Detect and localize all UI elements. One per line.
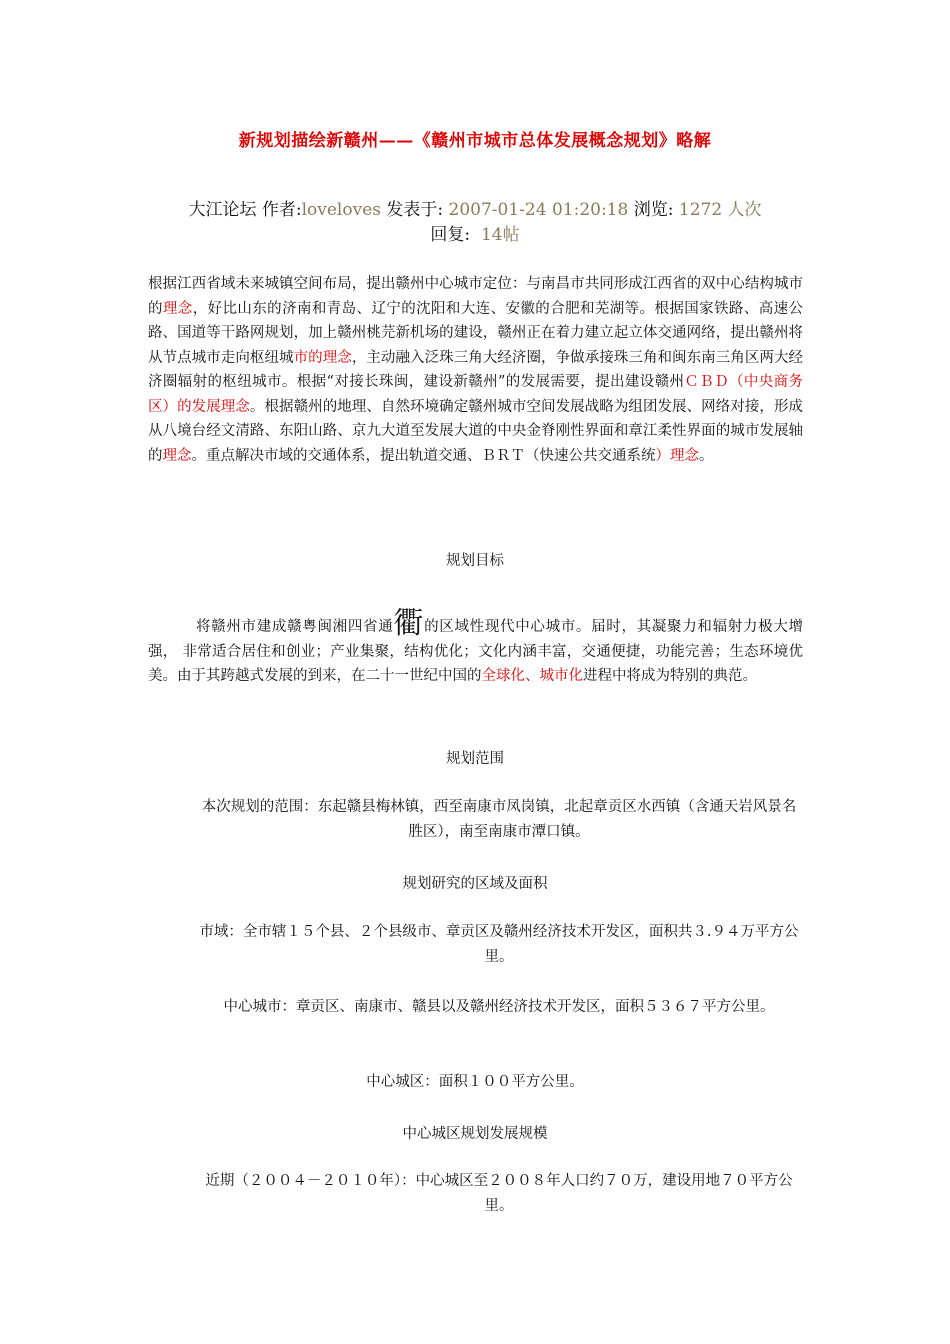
intro-highlight-2: 市的理念: [293, 349, 352, 366]
scale-near-paragraph: 近期（２００４－２０１０年）：中心城区至２００８年人口约７０万，建设用地７０平方公里。: [205, 1173, 793, 1214]
goal-highlight: 全球化、城市化: [481, 668, 583, 684]
author-label: 作者:: [261, 200, 302, 220]
intro-text-1: 根据江西省域未来城镇空间布局，提出赣州中心城市定位：与南昌市共同形成江西省的双中心结构城市的: [148, 276, 803, 317]
area-heading: 规划研究的区域及面积: [402, 876, 548, 892]
scale-heading: 中心城区规划发展规模: [402, 1126, 548, 1142]
intro-text-2: ，好比山东的济南和青岛、辽宁的沈阳和大连、安徽的合肥和芜湖等。根据国家铁路、高速公路、国道等干路网规划，加上赣州桃芫新机场的建设，赣州正在着力建立起立体交通网络，提出赣州将从节点城市走向枢纽城: [148, 300, 804, 366]
area-city-paragraph: 市域：全市辖１５个县、２个县级市、章贡区及赣州经济技术开发区，面积共３.９４万平方公里。: [199, 924, 799, 965]
scope-heading: 规划范围: [446, 751, 504, 767]
goal-heading: 规划目标: [446, 553, 504, 569]
post-meta: [140, 198, 810, 248]
intro-highlight-1: 理念: [162, 300, 193, 317]
area-center-city-paragraph: 中心城市：章贡区、南康市、赣县以及赣州经济技术开发区，面积５３６７平方公里。: [223, 999, 775, 1015]
goal-text-2: 的区域性现代中心城市。届时，其凝聚力和辐射力极大增强， 非常适合居住和创业；产业集聚，结构优化；文化内涵丰富，交通便捷，功能完善；生态环境优美。由于其跨越式发展的到来，在二十一世纪中国的: [148, 619, 804, 684]
views-label: 浏览:: [633, 200, 674, 220]
posted-label: 发表于:: [386, 200, 444, 220]
views-count: 1272 人次: [678, 200, 762, 220]
intro-highlight-5: ）理念: [655, 447, 699, 464]
posted-time: 2007-01-24 01:20:18: [448, 200, 629, 220]
author-name: loveloves: [301, 200, 381, 220]
intro-highlight-3: ＣＢＤ（中央商务区）的发展理念: [148, 374, 803, 415]
scope-paragraph: 本次规划的范围：东起赣县梅林镇，西至南康市凤岗镇，北起章贡区水西镇（含通天岩风景名胜区），南至南康市潭口镇。: [201, 799, 797, 840]
goal-paragraph: [148, 606, 804, 689]
intro-highlight-4: 理念: [162, 447, 192, 464]
goal-text-3: 进程中将成为特别的典范。: [583, 668, 757, 684]
replies-count: 14帖: [480, 225, 520, 245]
area-center-district-paragraph: 中心城区：面积１００平方公里。: [366, 1074, 584, 1090]
intro-paragraph: [148, 272, 803, 468]
forum-name: 大江论坛: [188, 200, 257, 220]
goal-large-char: 衢: [393, 606, 425, 641]
replies-label: 回复:: [430, 225, 471, 245]
intro-text-6: 。: [699, 447, 714, 464]
goal-text-1: 将赣州市建成赣粤闽湘四省通: [196, 619, 394, 635]
intro-text-3: ，主动融入泛珠三角大经济圈，争做承接珠三角和闽东南三角区两大经济圈辐射的枢纽城市。根据“对接长珠闽，建设新赣州”的发展需要，提出建设赣州: [148, 349, 804, 390]
intro-text-4: 。根据赣州的地理、自然环境确定赣州城市空间发展战略为组团发展、网络对接，形成从八境台经文清路、东阳山路、京九大道至发展大道的中央金脊刚性界面和章江柔性界面的城市发展轴的: [148, 398, 804, 464]
article-title: 新规划描绘新赣州——《赣州市城市总体发展概念规划》略解: [238, 131, 712, 151]
intro-text-5: 。重点解决市域的交通体系，提出轨道交通、ＢＲＴ（快速公共交通系统: [191, 447, 656, 464]
